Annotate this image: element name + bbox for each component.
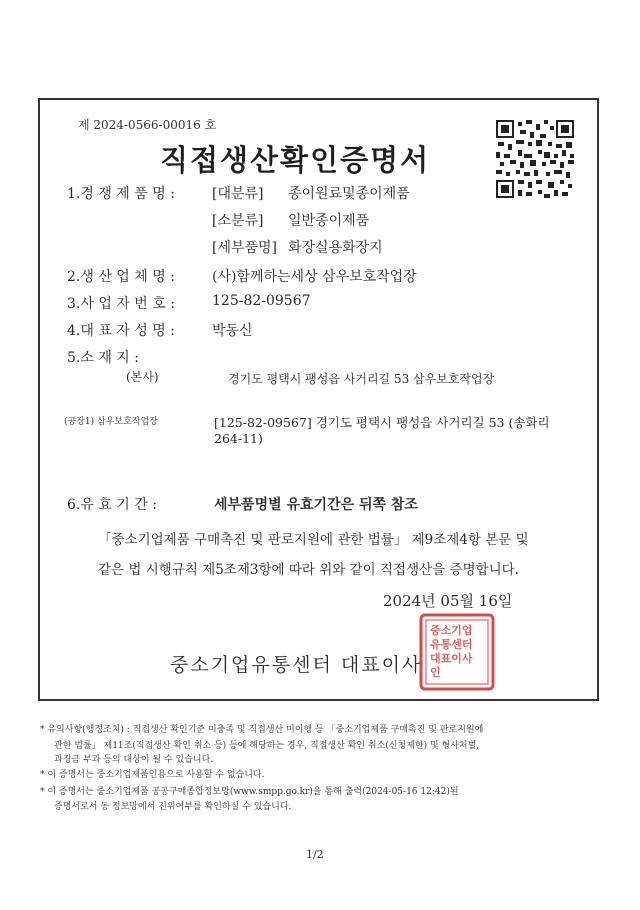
producer-label: 2.생 산 업 체 명 : xyxy=(67,269,175,285)
product-detail-value: 화장실용화장지 xyxy=(288,240,383,256)
footer-note: * 유의사항(행정조치) : 직접생산 확인기준 미충족 및 직접생산 미이행 등 「중소기업제품 구매촉진 및 판로지원에 xyxy=(40,725,484,735)
footer-note: 관한 법률」 제11조(직접생산 확인 취소 등) 등에 해당하는 경우, 직접생산 확인 취소(신청제한) 및 형사처벌, xyxy=(54,741,480,751)
product-category-tag: [대분류] xyxy=(212,186,264,202)
factory-label: (공장1) 삼우보호작업장 xyxy=(64,417,158,427)
document-number: 제 2024-0566-00016 호 xyxy=(78,118,217,132)
certification-text-line2: 같은 법 시행규칙 제5조제3항에 따라 위와 같이 직접생산을 증명합니다. xyxy=(98,562,519,578)
bizno-value: 125-82-09567 xyxy=(212,293,311,309)
svg-text:인: 인 xyxy=(430,666,441,679)
svg-text:대표이사: 대표이사 xyxy=(430,652,473,665)
svg-text:중소기업: 중소기업 xyxy=(430,624,473,637)
validity-label: 6.유 효 기 간 : xyxy=(67,497,157,513)
factory-address-line2: 264-11) xyxy=(214,431,263,446)
certification-text-line1: 「중소기업제품 구매촉진 및 판로지원에 관한 법률」 제9조제4항 본문 및 xyxy=(98,532,529,548)
product-subcategory-value: 일반종이제품 xyxy=(288,213,370,229)
product-label: 1.경 쟁 제 품 명 : xyxy=(67,186,175,202)
product-detail-tag: [세부품명] xyxy=(212,240,278,256)
product-category-value: 종이원료및종이제품 xyxy=(288,186,410,202)
producer-value: (사)함께하는세상 삼우보호작업장 xyxy=(212,269,417,285)
page-title: 직접생산확인증명서 xyxy=(160,143,431,177)
bizno-label: 3.사 업 자 번 호 : xyxy=(67,296,175,312)
product-subcategory-tag: [소분류] xyxy=(212,213,264,229)
footer-note: 과징금 부과 등의 대상이 될 수 있습니다. xyxy=(54,755,214,765)
validity-value: 세부품명별 유효기간은 뒤쪽 참조 xyxy=(214,497,418,513)
issuer-name: 중소기업유통센터 대표이사 xyxy=(170,654,423,676)
footer-note: * 이 증명서는 중소기업제품 공공구매종합정보망(www.smpp.go.kr)을 통해 출력(2024-05-16 12:42)된 xyxy=(40,787,459,797)
ceo-label: 4.대 표 자 성 명 : xyxy=(67,323,175,339)
ceo-value: 박동신 xyxy=(212,323,253,339)
page-number: 1/2 xyxy=(306,848,324,861)
hq-address: 경기도 평택시 팽성읍 사거리길 53 삼우보호작업장 xyxy=(228,372,495,386)
address-label: 5.소 재 지 : xyxy=(67,350,139,366)
hq-label: (본사) xyxy=(126,370,159,384)
svg-text:유통센터: 유통센터 xyxy=(430,638,473,651)
footer-note: 증명서로서 동 정보망에서 진위여부를 확인하실 수 있습니다. xyxy=(54,802,292,812)
issue-date: 2024년 05월 16일 xyxy=(383,592,513,610)
factory-address-line1: [125-82-09567] 경기도 평택시 팽성읍 사거리길 53 (송화리 xyxy=(214,415,550,430)
qr-code xyxy=(494,118,576,200)
footer-note: * 이 증명서는 중소기업제품인용으로 사용할 수 없습니다. xyxy=(40,770,265,780)
official-seal xyxy=(418,612,496,692)
